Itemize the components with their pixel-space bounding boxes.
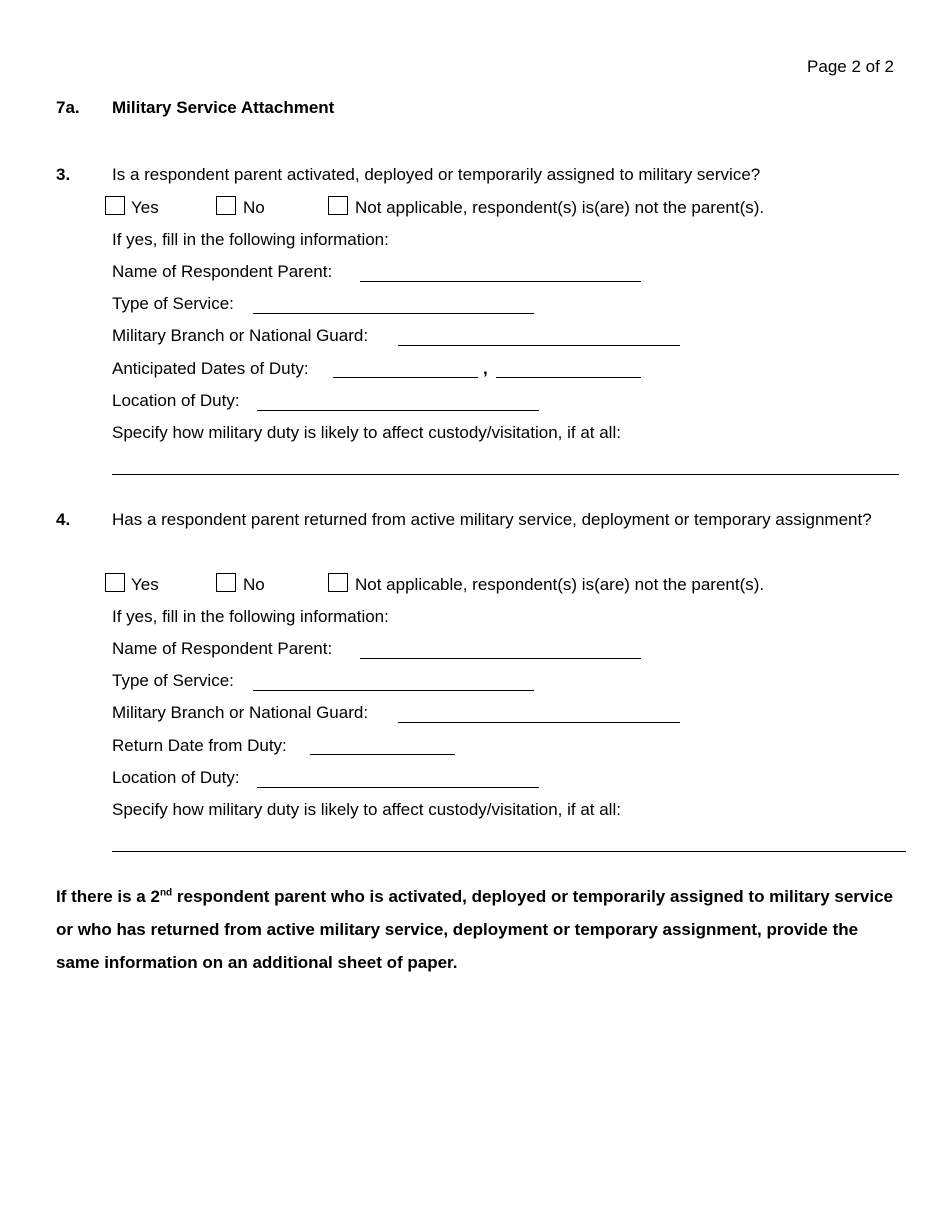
q4-location-label: Location of Duty: bbox=[112, 768, 240, 787]
q3-intro: If yes, fill in the following information: bbox=[112, 230, 389, 249]
q4-specify-label: Specify how military duty is likely to affect custody/visitation, if at all: bbox=[112, 800, 621, 819]
page-number: Page 2 of 2 bbox=[807, 57, 894, 76]
q3-specify-field[interactable] bbox=[112, 474, 899, 475]
q3-no-checkbox[interactable] bbox=[216, 196, 236, 215]
q3-location-label: Location of Duty: bbox=[112, 391, 240, 410]
q4-service-label: Type of Service: bbox=[112, 671, 234, 690]
q4-na-checkbox[interactable] bbox=[328, 573, 348, 592]
q4-no-checkbox[interactable] bbox=[216, 573, 236, 592]
q4-na-label: Not applicable, respondent(s) is(are) not the parent(s). bbox=[355, 575, 765, 594]
q4-yes-checkbox[interactable] bbox=[105, 573, 125, 592]
q4-question: Has a respondent parent returned from active military service, deployment or temporary assignment? bbox=[112, 510, 872, 529]
q4-return-label: Return Date from Duty: bbox=[112, 736, 287, 755]
q3-specify-label: Specify how military duty is likely to affect custody/visitation, if at all: bbox=[112, 423, 621, 442]
q4-name-field[interactable] bbox=[360, 658, 641, 659]
q3-branch-field[interactable] bbox=[398, 345, 680, 346]
q3-na-checkbox[interactable] bbox=[328, 196, 348, 215]
q4-no-label: No bbox=[243, 575, 265, 594]
q4-name-label: Name of Respondent Parent: bbox=[112, 639, 333, 658]
q4-return-field[interactable] bbox=[310, 754, 455, 755]
q4-intro: If yes, fill in the following information: bbox=[112, 607, 389, 626]
q3-name-label: Name of Respondent Parent: bbox=[112, 262, 333, 281]
q4-service-field[interactable] bbox=[253, 690, 534, 691]
q4-location-field[interactable] bbox=[257, 787, 539, 788]
q3-na-label: Not applicable, respondent(s) is(are) not the parent(s). bbox=[355, 198, 765, 217]
note-part2: respondent parent who is activated, deployed or temporarily assigned to military service or who has returned from active military service, deployment or temporary assignment, provide the same information on an additional sheet of paper. bbox=[56, 887, 893, 972]
q3-date-end-field[interactable] bbox=[496, 377, 641, 378]
q4-yes-label: Yes bbox=[131, 575, 159, 594]
q3-service-label: Type of Service: bbox=[112, 294, 234, 313]
q3-branch-label: Military Branch or National Guard: bbox=[112, 326, 369, 345]
q3-name-field[interactable] bbox=[360, 281, 641, 282]
q3-service-field[interactable] bbox=[253, 313, 534, 314]
note-part1: If there is a 2 bbox=[56, 887, 160, 906]
q4-branch-field[interactable] bbox=[398, 722, 680, 723]
q3-question: Is a respondent parent activated, deployed or temporarily assigned to military service? bbox=[112, 165, 761, 184]
q4-specify-field[interactable] bbox=[112, 851, 906, 852]
q3-dates-label: Anticipated Dates of Duty: bbox=[112, 359, 309, 378]
additional-parent-note bbox=[56, 880, 906, 979]
note-superscript: nd bbox=[159, 887, 173, 899]
section-number: 7a. bbox=[56, 98, 80, 117]
q3-yes-label: Yes bbox=[131, 198, 159, 217]
q3-no-label: No bbox=[243, 198, 265, 217]
q3-dates-separator: , bbox=[483, 359, 488, 378]
q3-yes-checkbox[interactable] bbox=[105, 196, 125, 215]
q3-number: 3. bbox=[56, 165, 71, 184]
q3-location-field[interactable] bbox=[257, 410, 539, 411]
section-title: Military Service Attachment bbox=[112, 98, 335, 117]
q4-number: 4. bbox=[56, 510, 71, 529]
q4-branch-label: Military Branch or National Guard: bbox=[112, 703, 369, 722]
q3-date-start-field[interactable] bbox=[333, 377, 478, 378]
